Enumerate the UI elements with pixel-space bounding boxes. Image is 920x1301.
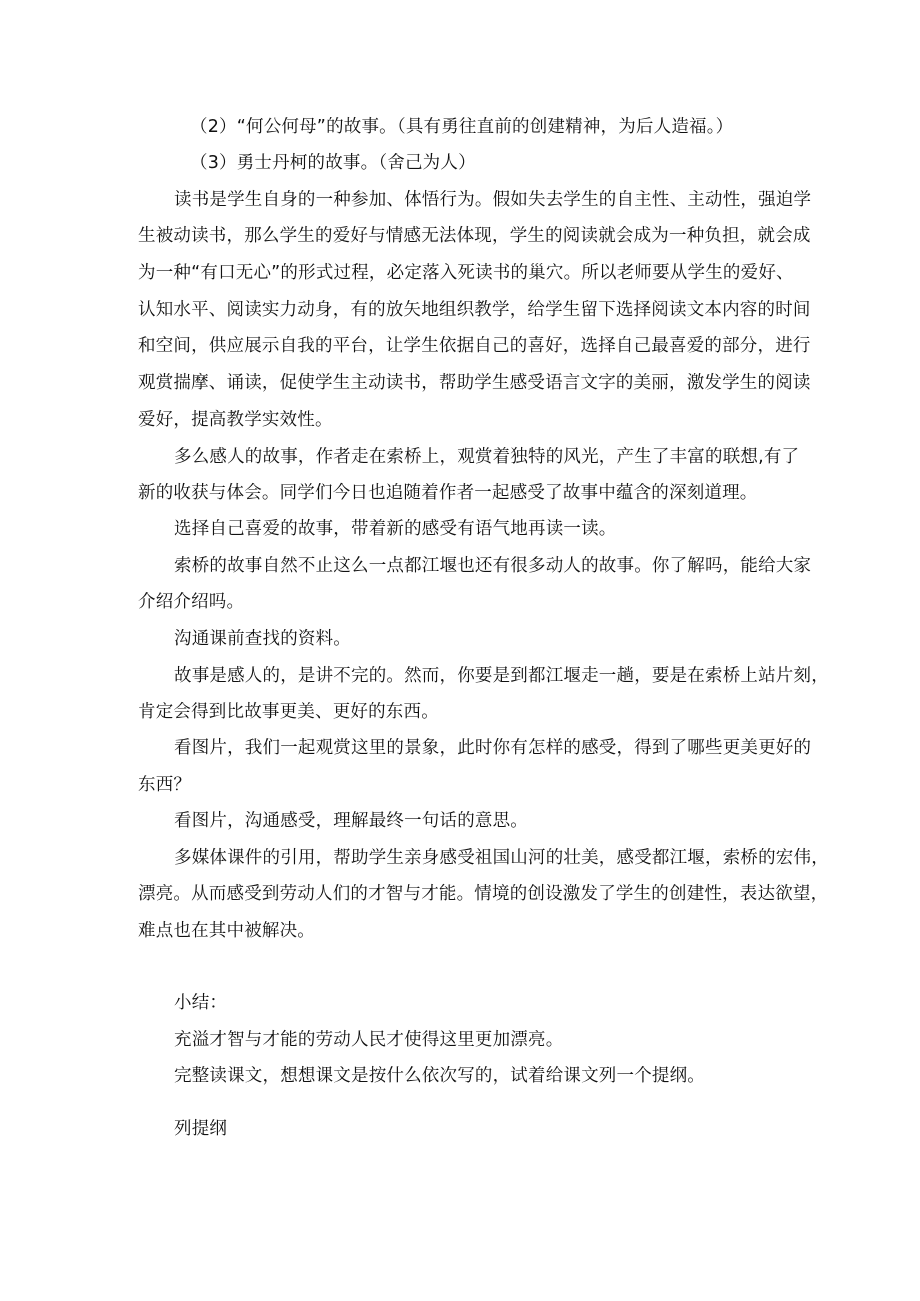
paragraph-line: 难点也在其中被解决。 xyxy=(138,921,315,941)
list-item: （2）“何公何母”的故事。（具有勇往直前的创建精神，为后人造福。） xyxy=(190,117,734,137)
paragraph-line: 故事是感人的，是讲不完的。然而，你要是到都江堰走一趟，要是在索桥上站片刻， xyxy=(174,666,829,686)
paragraph-line: 介绍介绍吗。 xyxy=(138,592,245,612)
paragraph-line: 新的收获与体会。同学们今日也追随着作者一起感受了故事中蕴含的深刻道理。 xyxy=(138,483,758,503)
paragraph-line: 生被动读书，那么学生的爱好与情感无法体现，学生的阅读就会成为一种负担，就会成 xyxy=(138,226,811,246)
paragraph-line: 爱好，提高教学实效性。 xyxy=(138,410,333,430)
paragraph-line: 认知水平、阅读实力动身，有的放矢地组织教学，给学生留下选择阅读文本内容的时间 xyxy=(138,300,811,320)
outline-heading: 列提纲 xyxy=(174,1119,228,1139)
paragraph-line: 观赏揣摩、诵读，促使学生主动读书，帮助学生感受语言文字的美丽，激发学生的阅读 xyxy=(138,373,811,393)
summary-heading: 小结： xyxy=(174,993,228,1013)
paragraph-line: 索桥的故事自然不止这么一点都江堰也还有很多动人的故事。你了解吗，能给大家 xyxy=(174,556,812,576)
list-item: （3）勇士丹柯的故事。（舍己为人） xyxy=(190,153,476,173)
paragraph-line: 看图片，沟通感受，理解最终一句话的意思。 xyxy=(174,811,528,831)
paragraph-line: 读书是学生自身的一种参加、体悟行为。假如失去学生的自主性、主动性，强迫学 xyxy=(174,190,812,210)
paragraph-line: 看图片，我们一起观赏这里的景象，此时你有怎样的感受，得到了哪些更美更好的 xyxy=(174,738,812,758)
paragraph-line: 选择自己喜爱的故事，带着新的感受有语气地再读一读。 xyxy=(174,519,617,539)
paragraph-line: 和空间，供应展示自我的平台，让学生依据自己的喜好，选择自己最喜爱的部分，进行 xyxy=(138,336,811,356)
paragraph-line: 多媒体课件的引用，帮助学生亲身感受祖国山河的壮美，感受都江堰，索桥的宏伟， xyxy=(174,848,829,868)
paragraph-line: 沟通课前查找的资料。 xyxy=(174,629,351,649)
paragraph-line: 漂亮。从而感受到劳动人们的才智与才能。情境的创设激发了学生的创建性，表达欲望， xyxy=(138,884,829,904)
paragraph-line: 东西？ xyxy=(138,775,192,795)
paragraph-line: 为一种“有口无心”的形式过程，必定落入死读书的巢穴。所以老师要从学生的爱好、 xyxy=(138,263,794,283)
summary-line: 完整读课文，想想课文是按什么依次写的，试着给课文列一个提纲。 xyxy=(174,1066,705,1086)
paragraph-line: 多么感人的故事，作者走在索桥上，观赏着独特的风光，产生了丰富的联想,有了 xyxy=(174,447,800,467)
summary-line: 充溢才智与才能的劳动人民才使得这里更加漂亮。 xyxy=(174,1030,564,1050)
paragraph-line: 肯定会得到比故事更美、更好的东西。 xyxy=(138,702,439,722)
